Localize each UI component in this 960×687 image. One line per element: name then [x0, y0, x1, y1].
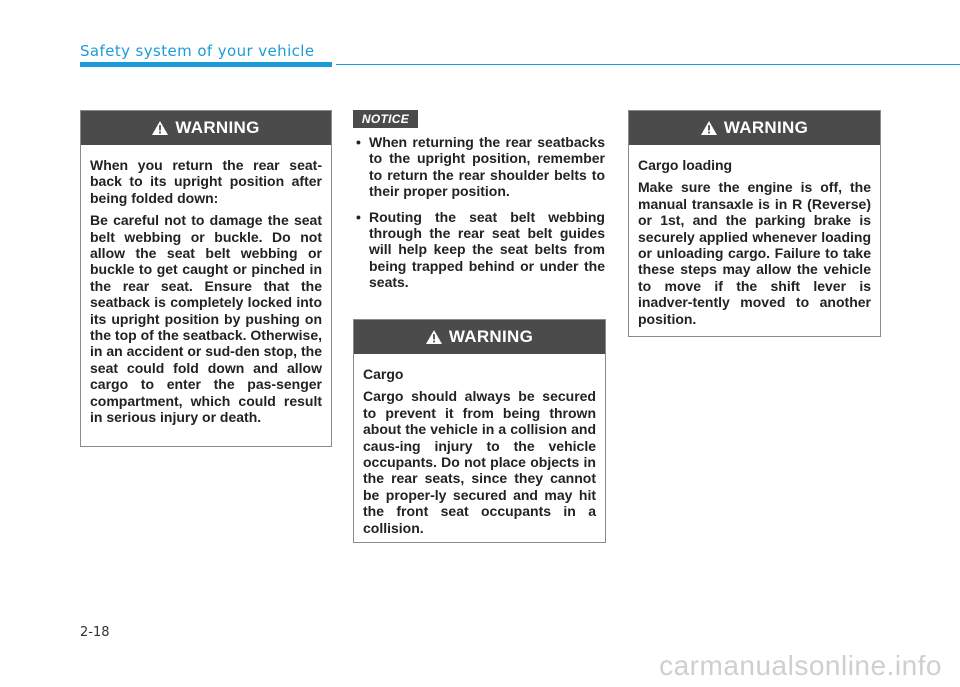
notice-item-text: When returning the rear seatbacks to the upright position, remember to return the rear shoulder belts to their proper position. — [369, 134, 605, 200]
warning-text: Cargo should always be secured to prevent it from being thrown about the vehicle in a collision and caus-ing injury to the vehicle occupants. Do not place objects in the rear seats, since they cannot be proper-ly secured and may hit the front seat occupants in a collision. — [363, 388, 596, 536]
section-title: Safety system of your vehicle — [80, 42, 315, 60]
notice-list — [353, 134, 605, 300]
warning-heading: WARNING — [448, 327, 534, 346]
warning-triangle-icon — [701, 121, 717, 135]
warning-header — [81, 111, 331, 145]
section-rule-thick — [80, 62, 332, 67]
notice-item-text: Routing the seat belt webbing through the rear seat belt guides will help keep the seat belts from being trapped behind or under the seats. — [369, 208, 605, 291]
notice-item — [353, 134, 605, 200]
warning-header — [354, 320, 605, 354]
warning-triangle-icon — [426, 330, 442, 344]
bullet-icon: • — [356, 134, 361, 150]
notice-badge: NOTICE — [353, 110, 418, 128]
warning-box-cargo-loading — [628, 110, 881, 337]
warning-heading: WARNING — [723, 118, 809, 137]
warning-box-seatback — [80, 110, 332, 447]
warning-heading: WARNING — [175, 118, 260, 137]
notice-item — [353, 209, 605, 291]
section-rule-thin — [336, 64, 960, 65]
warning-lead: When you return the rear seat-back to its upright position after being folded down: — [90, 157, 322, 206]
page-number: 2-18 — [80, 625, 110, 640]
warning-text: Be careful not to damage the seat belt webbing or buckle. Do not allow the seat belt webbing or buckle to get caught or pinched in the rear seat. Ensure that the seatback is completely locked into its upright position by pushing on the top of the seatback. Otherwise, in an accident or sud-den stop, the seat could fold down and allow cargo to enter the pas-senger compartment, which could result in serious injury or death. — [90, 212, 322, 426]
warning-header — [629, 111, 880, 145]
warning-triangle-icon — [152, 121, 168, 135]
warning-lead: Cargo loading — [638, 157, 733, 173]
bullet-icon: • — [356, 208, 361, 225]
warning-text: Make sure the engine is off, the manual transaxle is in R (Reverse) or 1st, and the parking brake is securely applied whenever loading or unloading cargo. Failure to take these steps may allow the vehicle to move if the shift lever is inadver-tently moved to another position. — [638, 179, 871, 327]
warning-lead: Cargo — [363, 366, 404, 382]
warning-box-cargo — [353, 319, 606, 543]
watermark: carmanualsonline.info — [659, 650, 942, 681]
